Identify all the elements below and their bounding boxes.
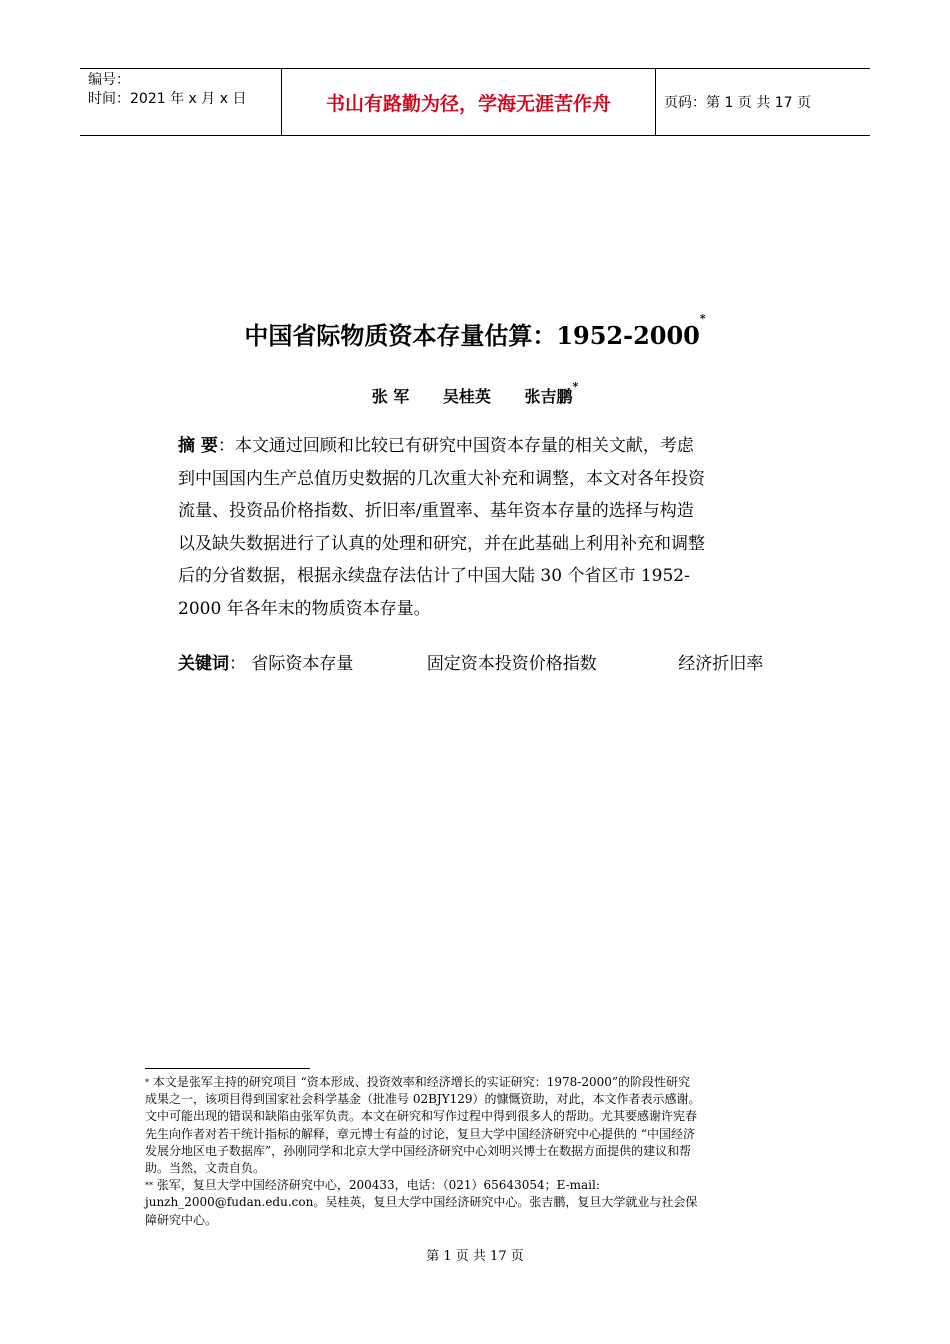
footnote-line: 先生向作者对若干统计指标的解释，章元博士有益的讨论，复旦大学中国经济研究中心提供的 “中国经济: [145, 1126, 695, 1141]
abstract-line: 以及缺失数据进行了认真的处理和研究，并在此基础上利用补充和调整: [178, 533, 705, 554]
paper-title: [0, 312, 950, 351]
page-number: 第 1 页 共 17 页: [426, 1249, 524, 1264]
authors: [0, 380, 950, 407]
abstract-text: ：本文通过回顾和比较已有研究中国资本存量的相关文献，考虑: [217, 436, 694, 456]
footnote-line: junzh_2000@fudan.edu.con。吴桂英，复旦大学中国经济研究中心。张吉鹏，复旦大学就业与社会保: [145, 1195, 698, 1210]
abstract: [178, 430, 778, 625]
keywords: [178, 649, 818, 674]
number-label: 编号：: [88, 72, 130, 88]
keyword-item: 经济折旧率: [678, 654, 764, 674]
footnote-line: [145, 1074, 810, 1091]
title-text: 中国省际物质资本存量估算：1952-2000: [244, 321, 700, 350]
page-code: 页码：第 1 页 共 17 页: [664, 95, 811, 111]
footnote-line: 发展分地区电子数据库”，孙刚同学和北京大学中国经济研究中心刘明兴博士在数据方面提供的建议和帮: [145, 1143, 692, 1158]
abstract-line: 后的分省数据，根据永续盘存法估计了中国大陆 30 个省区市 1952-: [178, 566, 690, 586]
keyword-item: 固定资本投资价格指数: [426, 654, 597, 674]
footnote-line: 助。当然，文责自负。: [145, 1161, 266, 1176]
author-1: 张 军: [371, 387, 410, 406]
title-footnote-marker: *: [699, 312, 706, 325]
abstract-line: 到中国国内生产总值历史数据的几次重大补充和调整，本文对各年投资: [178, 468, 705, 489]
keywords-label: 关键词: [178, 654, 229, 674]
author-3-name: 张吉鹏: [524, 387, 573, 406]
abstract-label: 摘 要: [178, 436, 218, 456]
author-3: [524, 380, 579, 406]
footnote-1-marker: *: [145, 1078, 149, 1087]
footnote-text: 本文是张军主持的研究项目 “资本形成、投资效率和经济增长的实证研究：1978-2000”的阶段性研究: [149, 1075, 691, 1089]
abstract-line: 流量、投资品价格指数、折旧率/重置率、基年资本存量的选择与构造: [178, 501, 694, 521]
abstract-line: [178, 430, 778, 463]
footnote-line: 障研究中心。: [145, 1212, 218, 1227]
motto: 书山有路勤为径，学海无涯苦作舟: [282, 69, 656, 135]
footnote-line: 文中可能出现的错误和缺陷由张军负责。本文在研究和写作过程中得到很多人的帮助。尤其要感谢许宪春: [145, 1109, 698, 1124]
author-2: 吴桂英: [442, 387, 491, 406]
footnotes: [145, 1074, 810, 1229]
time-label: 时间：2021 年 x 月 x 日: [88, 91, 247, 107]
footnote-divider: [145, 1068, 310, 1069]
footnote-text: 张军，复旦大学中国经济研究中心，200433，电话：（021）65643054；E-mail:: [153, 1178, 600, 1193]
header-table: [80, 68, 870, 136]
keywords-separator: ：: [229, 654, 246, 674]
header-left-cell: [80, 69, 282, 135]
keyword-item: 省际资本存量: [251, 654, 354, 674]
footnote-line: [145, 1177, 810, 1194]
abstract-line: 2000 年各年末的物质资本存量。: [178, 598, 431, 619]
footnote-2-marker: **: [145, 1181, 153, 1191]
footnote-line: 成果之一，该项目得到国家社会科学基金（批准号 02BJY129）的慷慨资助，对此，本文作者表示感谢。: [145, 1092, 701, 1107]
author-footnote-marker: *: [572, 380, 579, 393]
